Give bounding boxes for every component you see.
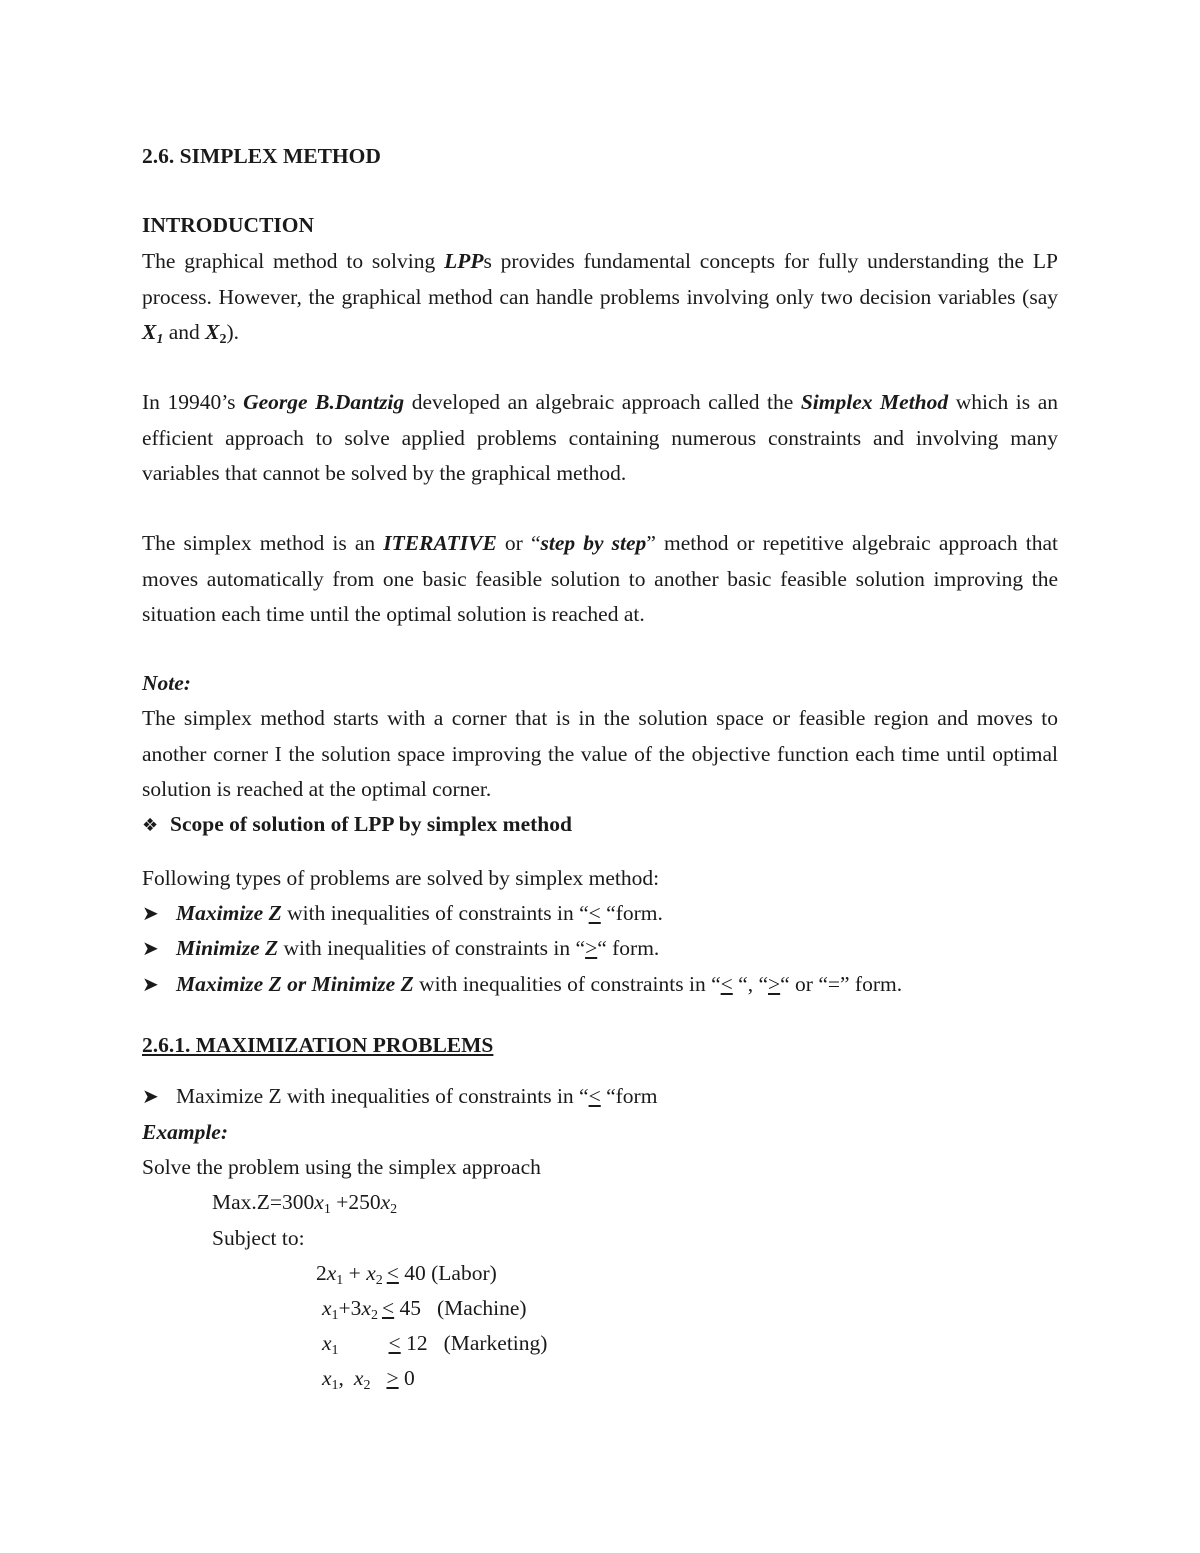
intro-paragraph-1: The graphical method to solving LPPs provides fundamental concepts for fully understanding the LP process. However, the graphical method can handle problems involving only two decision variables (say $X_1$ and $X_2$). <box>142 249 1058 347</box>
diamond-bullet-icon: ❖ <box>142 815 159 836</box>
arrow-bullet-icon: ➤ <box>142 972 159 996</box>
subject-to-label: Subject to: <box>212 1226 305 1250</box>
lpp-term: LPP <box>444 249 484 273</box>
scope-heading: ❖ Scope of solution of LPP by simplex method <box>142 812 572 836</box>
intro-heading: INTRODUCTION <box>142 213 315 237</box>
constraint-nonnegativity: $x_1$, $x_2 > 0$ <box>322 1366 415 1393</box>
constraint-labor: $2x_1 + x_2 < 40$ (Labor) <box>316 1261 497 1288</box>
note-text: The simplex method starts with a corner that is in the solution space or feasible region and moves to another corner I the solution space improving the value of the objective function each time until optimal solution is reached at the optimal corner. <box>142 706 1058 801</box>
section-title <box>142 144 381 169</box>
intro-paragraph-2: In 19940’s George B.Dantzig developed an algebraic approach called the Simplex Method which is an efficient approach to solve applied problems containing numerous constraints and involving many variables that cannot be solved by the graphical method. <box>142 390 1058 485</box>
maximization-heading: 2.6.1. MAXIMIZATION PROBLEMS <box>142 1033 494 1057</box>
section-title-text: SIMPLEX METHOD <box>179 144 381 168</box>
constraint-marketing: $x_1 < 12$ (Marketing) <box>322 1331 548 1358</box>
scope-item: ➤ Maximize Z or Minimize Z with inequalities of constraints in “< “, “>“ or “=” form. <box>142 972 903 996</box>
scope-item: ➤ Minimize Z with inequalities of constraints in “>“ form. <box>142 936 660 960</box>
arrow-bullet-icon: ➤ <box>142 901 159 925</box>
intro-paragraph-3: The simplex method is an ITERATIVE or “step by step” method or repetitive algebraic approach that moves automatically from one basic feasible solution to another basic feasible solution improving the situation each time until the optimal solution is reached at. <box>142 531 1058 626</box>
constraint-machine: $x_1+3x_2 < 45$ (Machine) <box>322 1296 527 1323</box>
objective-function: $Max.Z=300x_1 +250x_2$ <box>212 1190 398 1217</box>
simplex-method-term: Simplex Method <box>800 390 949 414</box>
note-label: Note: <box>142 671 191 695</box>
dantzig-name: George B.Dantzig <box>243 390 405 414</box>
section-number: 2.6. <box>142 144 175 168</box>
example-text: Solve the problem using the simplex approach <box>142 1155 541 1179</box>
arrow-bullet-icon: ➤ <box>142 936 159 960</box>
step-by-step-term: step by step <box>540 531 647 555</box>
example-label: Example: <box>142 1120 228 1144</box>
iterative-term: ITERATIVE <box>383 531 497 555</box>
maximization-bullet: ➤ Maximize Z with inequalities of constraints in “< “form <box>142 1084 658 1108</box>
arrow-bullet-icon: ➤ <box>142 1084 159 1108</box>
scope-item: ➤ Maximize Z with inequalities of constraints in “< “form. <box>142 901 663 925</box>
scope-lead: Following types of problems are solved by simplex method: <box>142 866 660 890</box>
